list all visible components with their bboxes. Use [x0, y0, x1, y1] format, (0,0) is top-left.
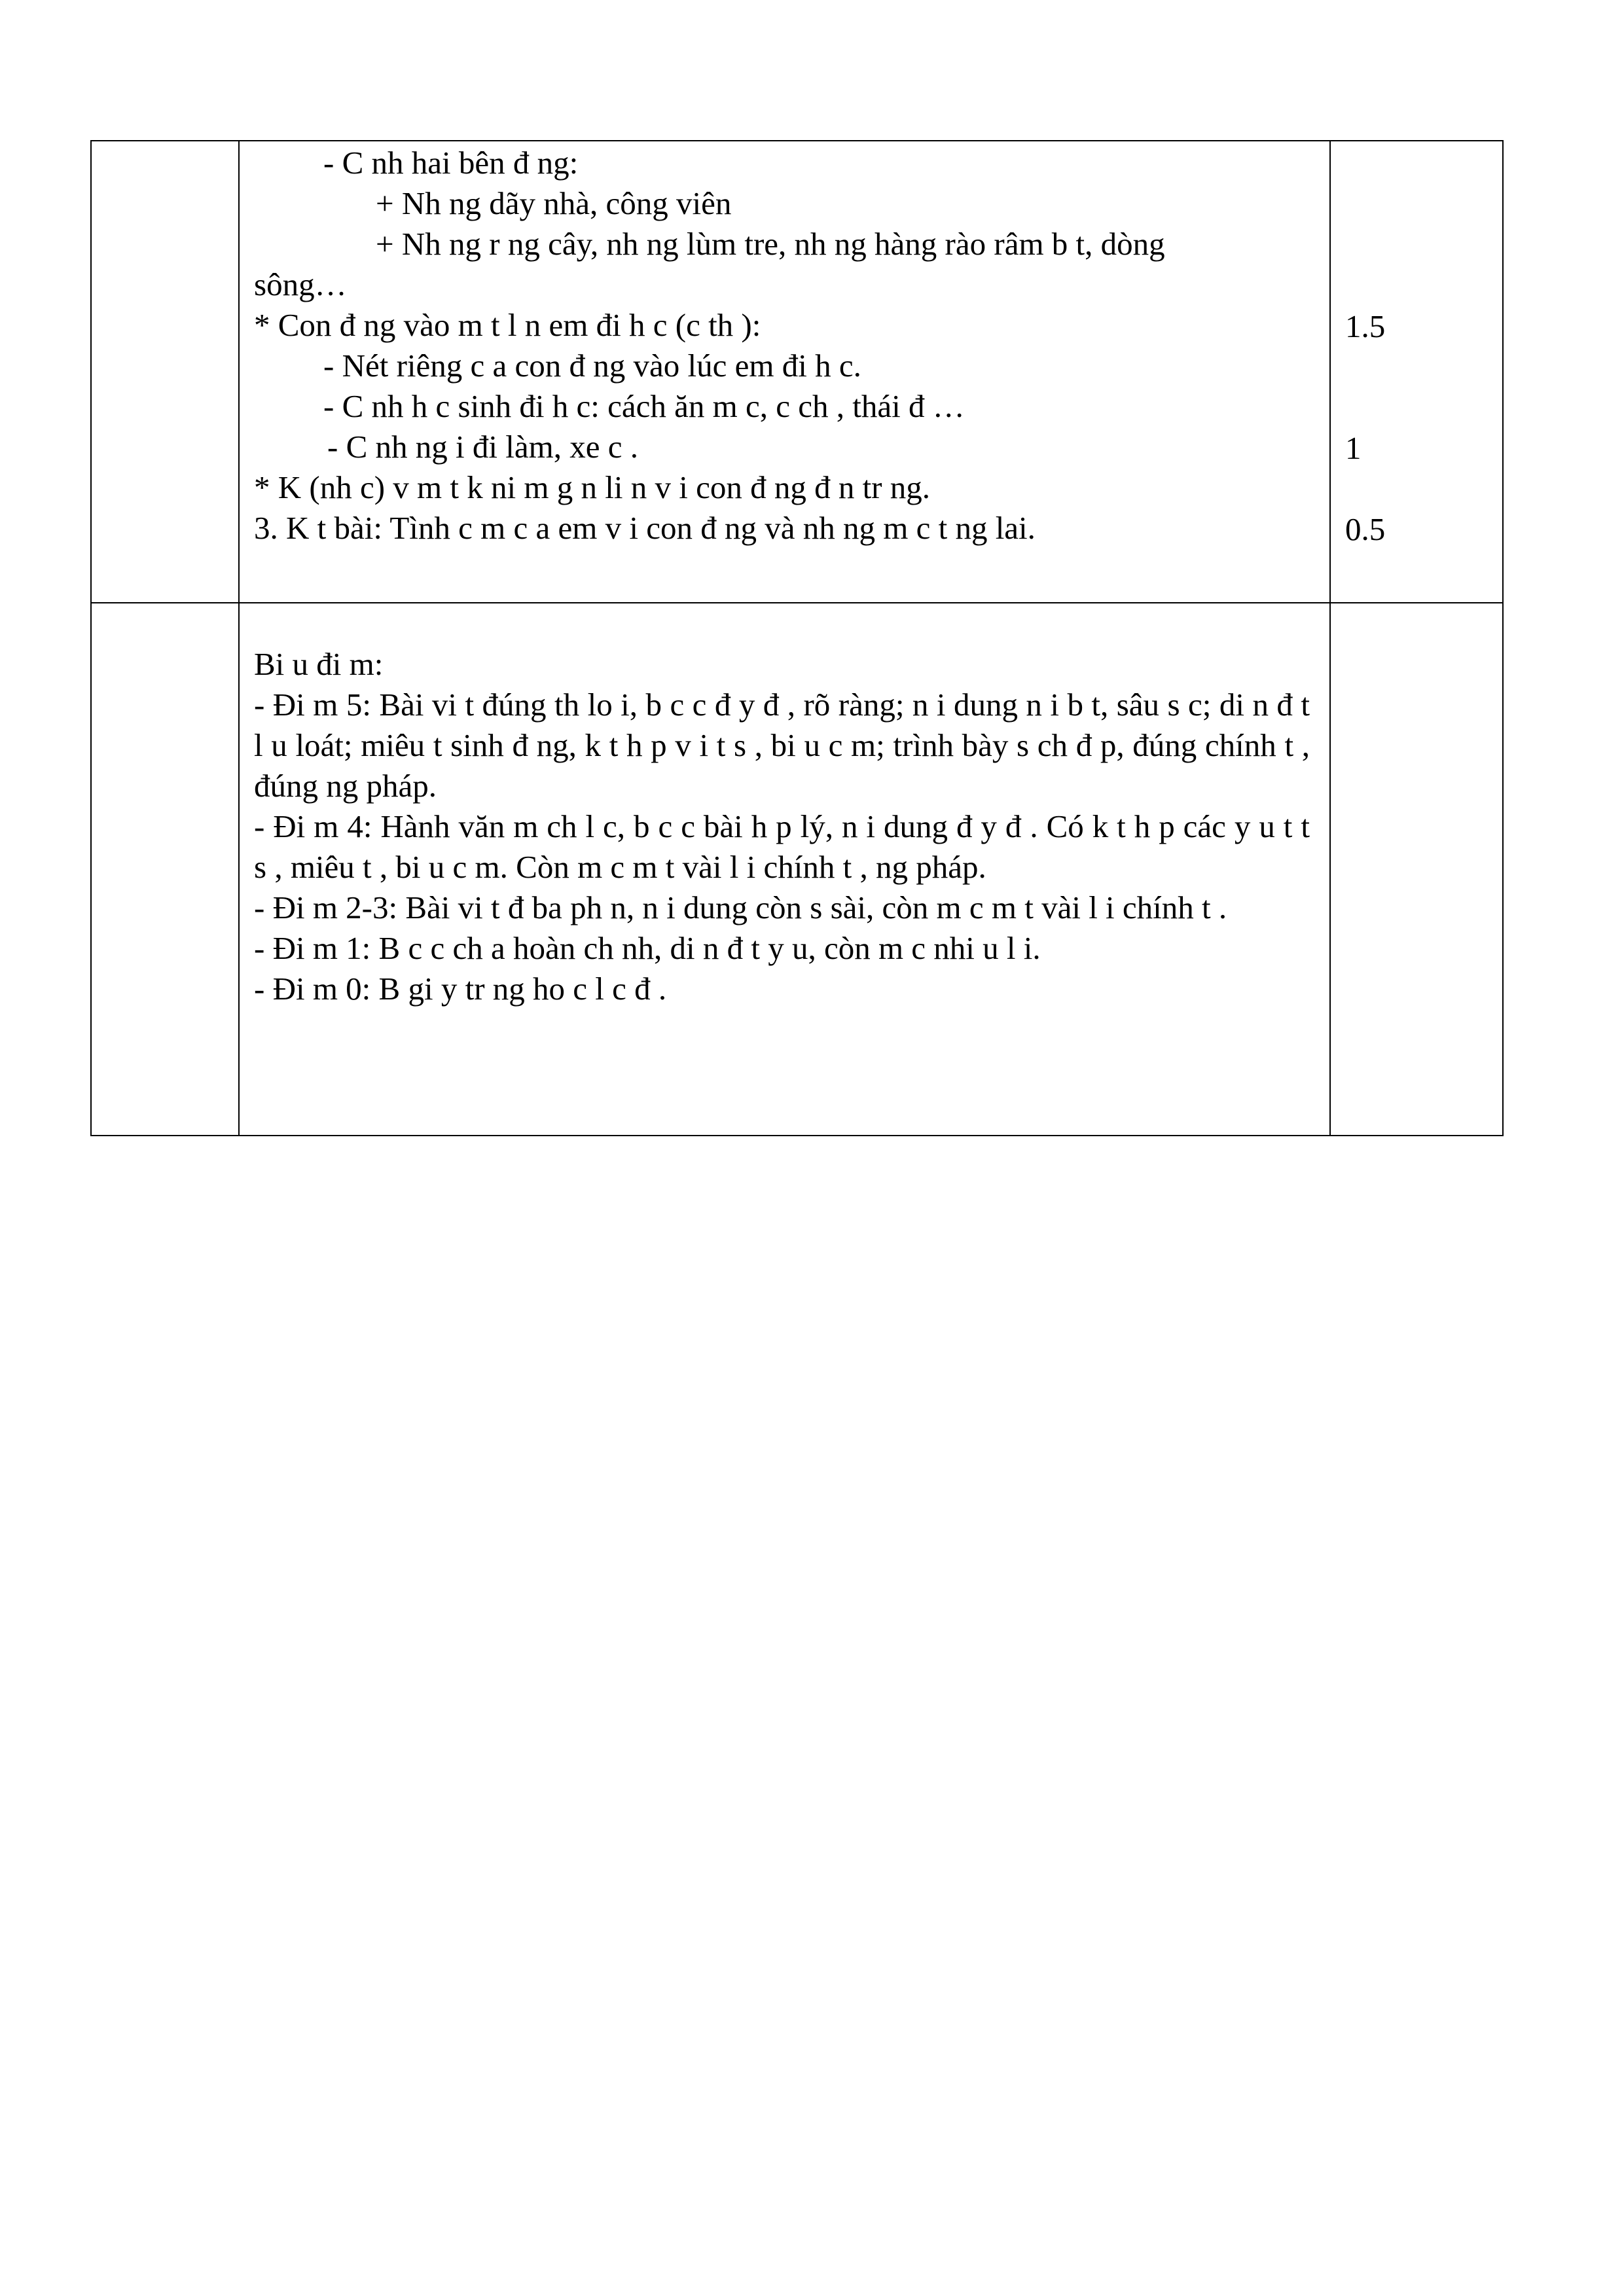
outline-line: 3. K t bài: Tình c m c a em v i con đ ng và nh ng m c t ng lai.	[254, 510, 1036, 546]
rubric-cell	[239, 603, 1330, 1136]
outline-line: - C nh hai bên đ ng:	[323, 145, 579, 181]
outline-line: sông…	[254, 266, 347, 302]
score-value: 0.5	[1345, 511, 1386, 547]
outline-cell	[239, 141, 1330, 603]
rubric-item: - Đi m 2-3: Bài vi t đ ba ph n, n i dung còn s sài, còn m c m t vài l i chính t .	[254, 889, 1227, 925]
rubric-item: - Đi m 5: Bài vi t đúng th lo i, b c c đ y đ , rõ ràng; n i dung n i b t, sâu s c; di n đ t l u loát; miêu t sinh đ ng, k t h p v i t s , bi u c m; trình bày s ch đ p, đúng chính t , đúng ng pháp.	[254, 687, 1310, 804]
empty-cell	[91, 141, 239, 603]
score-value: 1	[1345, 430, 1362, 466]
outline-line: * Con đ ng vào m t l n em đi h c (c th ):	[254, 307, 761, 343]
table-row	[91, 141, 1503, 603]
outline-line: - C nh ng i đi làm, xe c .	[327, 429, 638, 465]
table-row	[91, 603, 1503, 1136]
outline-line: + Nh ng dãy nhà, công viên	[376, 185, 732, 221]
grading-table	[90, 140, 1504, 1136]
empty-cell	[91, 603, 239, 1136]
rubric-item: - Đi m 1: B c c ch a hoàn ch nh, di n đ t y u, còn m c nhi u l i.	[254, 930, 1041, 966]
rubric-title: Bi u đi m:	[254, 646, 384, 682]
outline-line: - C nh h c sinh đi h c: cách ăn m c, c ch , thái đ …	[323, 388, 965, 424]
outline-line: * K (nh c) v m t k ni m g n li n v i con đ ng đ n tr ng.	[254, 469, 930, 505]
score-value: 1.5	[1345, 308, 1386, 344]
score-cell	[1330, 141, 1503, 603]
empty-score-cell	[1330, 603, 1503, 1136]
outline-line: + Nh ng r ng cây, nh ng lùm tre, nh ng hàng rào râm b t, dòng	[376, 226, 1165, 262]
outline-line: - Nét riêng c a con đ ng vào lúc em đi h c.	[323, 348, 861, 384]
rubric-item: - Đi m 4: Hành văn m ch l c, b c c bài h p lý, n i dung đ y đ . Có k t h p các y u t t s , miêu t , bi u c m. Còn m c m t vài l i chính t , ng pháp.	[254, 808, 1310, 885]
rubric-item: - Đi m 0: B gi y tr ng ho c l c đ .	[254, 971, 667, 1007]
